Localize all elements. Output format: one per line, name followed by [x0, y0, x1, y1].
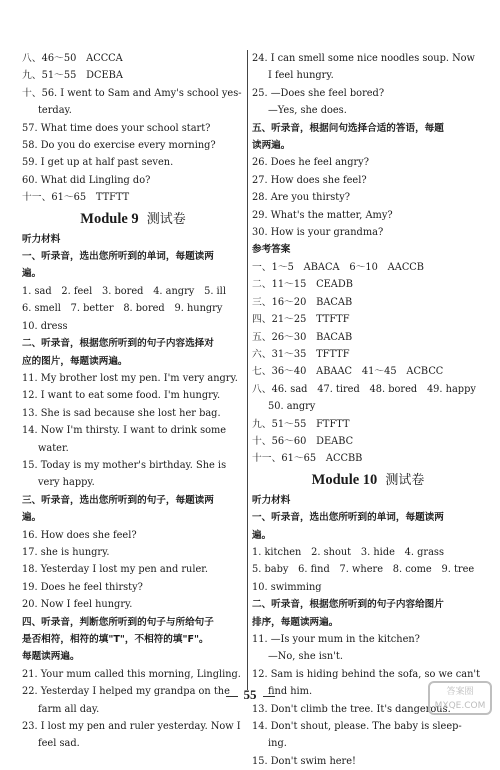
- section-heading: 应的图片，每题读两遍。: [22, 355, 128, 367]
- section-heading: 排序，每题读两遍。: [252, 616, 339, 628]
- text-line: 八、46～50 ACCCA: [22, 53, 123, 64]
- section-heading: 遍。: [22, 512, 42, 524]
- text-line: 12. I want to eat some food. I'm hungry.: [22, 390, 221, 402]
- module-heading: [22, 209, 244, 230]
- text-line: 10. dress: [22, 320, 68, 332]
- text-line: 20. Now I feel hungry.: [22, 599, 133, 611]
- text-line: 28. Are you thirsty?: [252, 192, 351, 204]
- text-line: 21. Your mum called this morning, Lingling.: [22, 668, 241, 680]
- text-line: 九、51～55 FTFTT: [252, 418, 350, 430]
- text-line: ing.: [268, 738, 287, 750]
- text-line: 16. How does she feel?: [22, 529, 137, 541]
- text-line: 十、56. I went to Sam and Amy's school yes-: [22, 87, 242, 99]
- text-line: 18. Yesterday I lost my pen and ruler.: [22, 564, 209, 576]
- section-heading: 一、听录音，选出您所听到的单词，每题读两: [252, 512, 444, 524]
- text-line: 13. Don't climb the tree. It's dangerous.: [252, 703, 451, 715]
- text-line: 60. What did Lingling do?: [22, 174, 151, 186]
- module-title: Module 10: [311, 471, 378, 488]
- page-number-dash-left: [226, 696, 238, 697]
- text-line: 29. What's the matter, Amy?: [252, 209, 393, 221]
- text-line: 59. I get up at half past seven.: [22, 157, 174, 169]
- text-line: very happy.: [38, 477, 95, 489]
- text-line: farm all day.: [38, 703, 100, 715]
- text-line: 十、56～60 DEABC: [252, 435, 354, 447]
- text-line: 11. My brother lost my pen. I'm very angry.: [22, 372, 238, 384]
- text-line: 12. Sam is hiding behind the sofa, so we can't: [252, 668, 481, 680]
- text-line: 四、21～25 TTFTF: [252, 314, 350, 326]
- text-line: 6. smell 7. better 8. bored 9. hungry: [22, 303, 223, 315]
- text-line: 三、16～20 BACAB: [252, 296, 353, 308]
- text-line: 九、51～55 DCEBA: [22, 70, 123, 82]
- module-subtitle: 测试卷: [385, 472, 425, 488]
- text-line: 50. angry: [268, 401, 316, 413]
- text-line: 1. sad 2. feel 3. bored 4. angry 5. ill: [22, 285, 226, 297]
- left-column: [22, 50, 244, 753]
- section-heading: 二、听录音，根据您所听到的句子内容给图片: [252, 599, 444, 611]
- text-line: I feel hungry.: [268, 70, 334, 82]
- text-line: 10. swimming: [252, 581, 322, 593]
- text-line: 30. How is your grandma?: [252, 227, 384, 239]
- text-line: 十一、61～65 TTFTT: [22, 192, 130, 204]
- text-line: 5. baby 6. find 7. where 8. come 9. tree: [252, 564, 475, 576]
- text-line: 13. She is sad because she lost her bag.: [22, 407, 221, 419]
- text-line: 1. kitchen 2. shout 3. hide 4. grass: [252, 546, 444, 558]
- text-line: 十一、61～65 ACCBB: [252, 453, 363, 465]
- text-line: 57. What time does your school start?: [22, 122, 211, 134]
- page-number: [0, 687, 500, 703]
- text-line: 15. Don't swim here!: [252, 755, 356, 767]
- text-line: terday.: [38, 105, 72, 117]
- text-line: feel sad.: [38, 738, 80, 750]
- watermark-logo: 答案圈 MXQE.COM: [428, 681, 492, 715]
- text-line: —No, she isn't.: [268, 651, 343, 663]
- right-column: [252, 50, 484, 770]
- text-line: find him.: [268, 686, 313, 698]
- module-title: Module 9: [80, 210, 139, 227]
- text-line: 七、36～40 ABAAC 41～45 ACBCC: [252, 366, 444, 378]
- text-line: 14. Now I'm thirsty. I want to drink some: [22, 425, 227, 437]
- text-line: 14. Don't shout, please. The baby is sleep-: [252, 721, 462, 733]
- text-line: 25. —Does she feel bored?: [252, 87, 385, 99]
- text-line: 24. I can smell some nice noodles soup. Now: [252, 53, 475, 64]
- text-line: —Yes, she does.: [268, 105, 347, 117]
- section-heading: 听力材料: [22, 233, 61, 245]
- text-line: 15. Today is my mother's birthday. She is: [22, 459, 227, 471]
- section-heading: 五、听录音，根据问句选择合适的答语，每题: [252, 122, 444, 134]
- text-line: 五、26～30 BACAB: [252, 331, 353, 343]
- text-line: 八、46. sad 47. tired 48. bored 49. happy: [252, 383, 476, 395]
- section-heading: 一、听录音，选出您所听到的单词，每题读两: [22, 251, 214, 263]
- section-heading: 二、听录音，根据您所听到的句子内容选择对: [22, 338, 214, 350]
- section-heading: 读两遍。: [252, 140, 291, 152]
- text-line: 58. Do you do exercise every morning?: [22, 140, 216, 152]
- page-number-text: 55: [243, 687, 257, 702]
- text-line: 二、11～15 CEADB: [252, 279, 353, 291]
- text-line: 六、31～35 TFTTF: [252, 348, 350, 360]
- text-line: 17. she is hungry.: [22, 546, 110, 558]
- section-heading: 是否相符，相符的填"T"，不相符的填"F"。: [22, 634, 209, 645]
- section-heading: 遍。: [252, 529, 272, 541]
- text-line: 19. Does he feel thirsty?: [22, 581, 143, 593]
- section-heading: 三、听录音，选出您所听到的句子，每题读两: [22, 494, 214, 506]
- column-divider: [247, 50, 248, 690]
- section-heading: 四、听录音，判断您所听到的句子与所给句子: [22, 616, 214, 628]
- text-line: 27. How does she feel?: [252, 174, 367, 186]
- section-heading: 遍。: [22, 268, 42, 280]
- module-subtitle: 测试卷: [146, 211, 186, 227]
- section-heading: 参考答案: [252, 244, 291, 256]
- page-number-dash-right: [263, 696, 275, 697]
- text-line: 11. —Is your mum in the kitchen?: [252, 634, 420, 645]
- text-line: 一、1～5 ABACA 6～10 AACCB: [252, 261, 425, 273]
- section-heading: 听力材料: [252, 494, 291, 506]
- text-line: 23. I lost my pen and ruler yesterday. Now I: [22, 721, 241, 733]
- text-line: 22. Yesterday I helped my grandpa on the: [22, 686, 230, 698]
- text-line: water.: [38, 442, 69, 454]
- section-heading: 每题读两遍。: [22, 651, 80, 663]
- module-heading: [252, 470, 484, 491]
- text-line: 26. Does he feel angry?: [252, 157, 369, 169]
